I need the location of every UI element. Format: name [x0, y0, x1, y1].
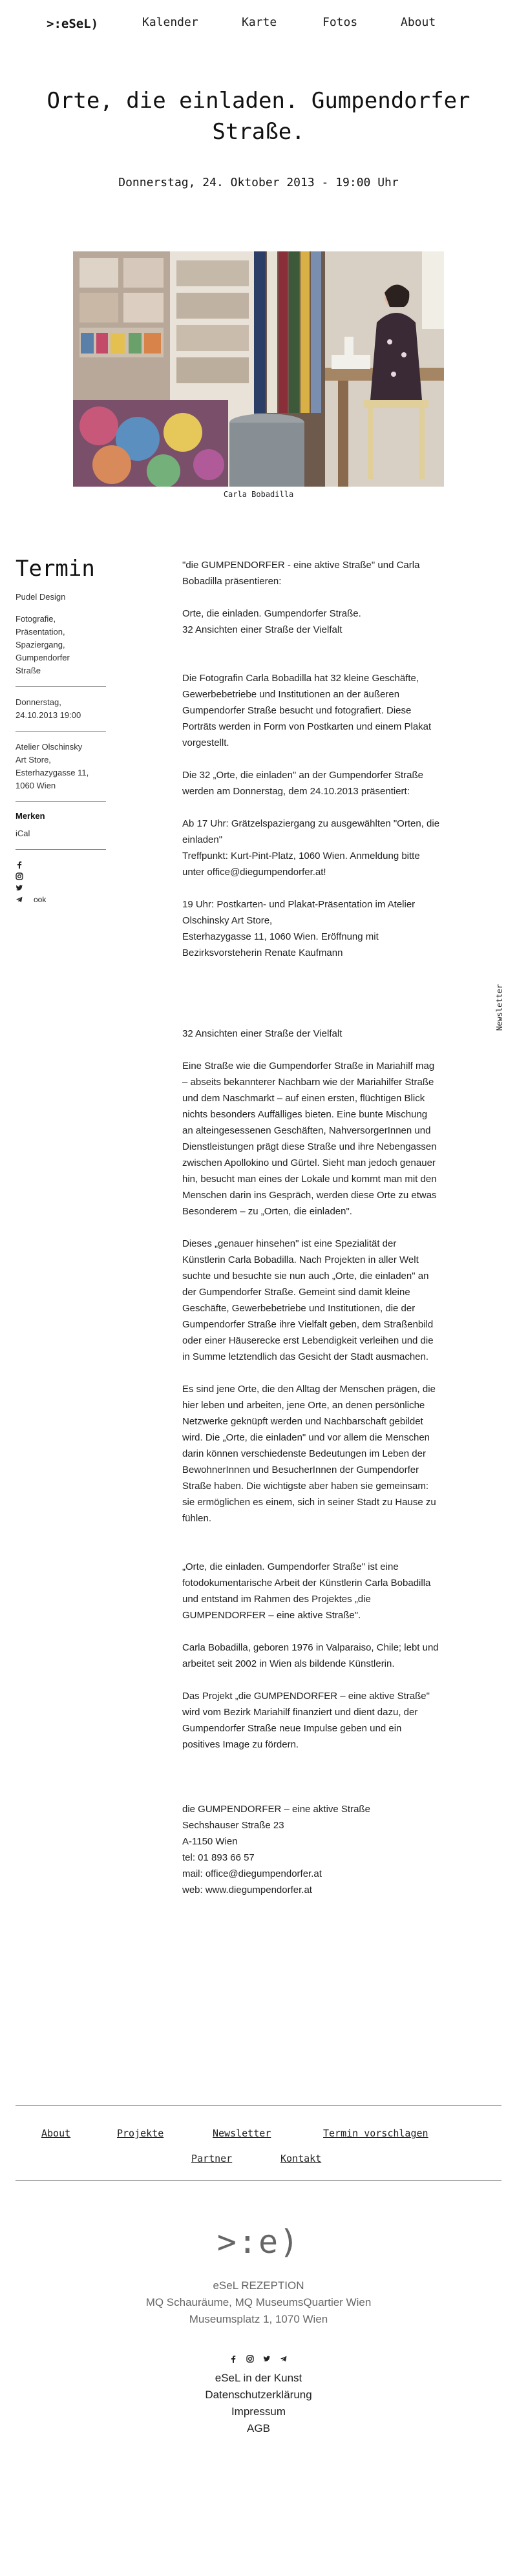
sidebar-heading: Termin — [16, 556, 95, 582]
nav-about[interactable]: About — [401, 16, 436, 29]
footer-address-line: MQ Schauräume, MQ MuseumsQuartier Wien — [145, 2296, 372, 2308]
page-title: Orte, die einladen. Gumpendorfer Straße. — [47, 88, 470, 145]
funding-paragraph: Das Projekt „die GUMPENDORFER – eine aktive Straße" wird vom Bezirk Mariahilf finanziert und dient dazu, der Gumpendorfer Straße neue Impulse geben und ein positives Image zu fördern. — [182, 1691, 430, 1750]
intro-paragraph: "die GUMPENDORFER - eine aktive Straße" und Carla Bobadilla präsentieren: — [182, 560, 420, 587]
section-heading: 32 Ansichten einer Straße der Vielfalt — [182, 1028, 343, 1039]
divider — [16, 801, 106, 802]
divider — [16, 731, 106, 732]
contact-email[interactable]: mail: office@diegumpendorfer.at — [182, 1868, 322, 1879]
contact-block: die GUMPENDORFER – eine aktive Straße Sechshauser Straße 23 A-1150 Wien tel: 01 893 66 57 mail: office@diegumpendorfer.at web: www.diegumpendorfer.at — [182, 1804, 370, 1895]
newsletter-tab-label: Newsletter — [495, 984, 504, 1031]
category-item[interactable]: Fotografie, — [16, 614, 56, 624]
merken-label: Merken — [16, 811, 45, 821]
categories — [16, 613, 106, 677]
presentation-paragraph: Die 32 „Orte, die einladen" an der Gumpendorfer Straße werden am Donnerstag, dem 24.10.2013 präsentiert: — [182, 770, 424, 797]
nav-kalender[interactable]: Kalender — [142, 16, 198, 29]
project-paragraph: „Orte, die einladen. Gumpendorfer Straße" ist eine fotodokumentarische Arbeit der Künstlerin Carla Bobadilla und entstand im Rahmen des Projektes „die GUMPENDORFER – eine aktive Straße". — [182, 1561, 431, 1621]
presentation-details-paragraph: 19 Uhr: Postkarten- und Plakat-Präsentation im Atelier Olschinsky Art Store, Esterhazygasse 11, 1060 Wien. Eröffnung mit Bezirksvorsteherin Renate Kaufmann — [182, 899, 416, 958]
site-logo[interactable]: >:eSeL) — [47, 17, 99, 31]
footer-link-newsletter[interactable]: Newsletter — [213, 2127, 271, 2139]
venue-line: Art Store, — [16, 755, 51, 765]
bio-paragraph: Carla Bobadilla, geboren 1976 in Valparaiso, Chile; lebt und arbeitet seit 2002 in Wien als bildende Künstlerin. — [182, 1642, 439, 1669]
category-item[interactable]: Spaziergang, — [16, 640, 65, 649]
share-telegram[interactable] — [16, 894, 106, 905]
walk-paragraph: Ab 17 Uhr: Grätzelspaziergang zu ausgewählten "Orten, die einladen" Treffpunkt: Kurt-Pint-Platz, 1060 Wien. Anmeldung bitte unter office@diegumpendorfer.at! — [182, 818, 440, 878]
artist-paragraph: Dieses „genauer hinsehen" ist eine Spezialität der Künstlerin Carla Bobadilla. Nach Projekten in aller Welt suchte und besuchte sie nun auch „Orte, die einladen" an der Gumpendorfer Straße. Gemeint sind damit kleine Geschäfte, Gewerbebetriebe und Institutionen, die der Gumpendorfer Straße ihre Vielfalt geben, dem Straßenbild oder einer Häuserecke erst Lebendigkeit verleihen und die in Summe letztendlich das Gesicht der Stadt ausmachen. — [182, 1238, 434, 1362]
event-datetime — [16, 696, 106, 722]
footer-social — [0, 2355, 517, 2363]
share-facebook[interactable] — [16, 859, 106, 871]
share-twitter[interactable] — [16, 882, 106, 894]
footer-link-termin[interactable]: Termin vorschlagen — [323, 2127, 428, 2139]
footer-link-agb[interactable]: AGB — [247, 2422, 270, 2434]
venue-line: Atelier Olschinsky — [16, 742, 83, 752]
category-item[interactable]: Gumpendorfer — [16, 653, 70, 662]
venue[interactable] — [16, 741, 106, 792]
description-paragraph: Die Fotografin Carla Bobadilla hat 32 kleine Geschäfte, Gewerbebetriebe und Institutionen an der äußeren Gumpendorfer Straße besucht und fotografiert. Diese Porträts werden in Form von Postkarten und einem Plakat vorgestellt. — [182, 673, 432, 748]
footer-link-partner[interactable]: Partner — [191, 2153, 233, 2164]
footer-logo[interactable]: >:e) — [216, 2223, 301, 2261]
venue-line: Esterhazygasse 11, — [16, 768, 89, 777]
instagram-icon — [16, 872, 23, 880]
footer-link-datenschutz[interactable]: Datenschutzerklärung — [205, 2389, 312, 2401]
street-paragraph: Eine Straße wie die Gumpendorfer Straße in Mariahilf mag – abseits bekannterer Nachbarn wie der Mariahilfer Straße und dem Naschmarkt – auf einen ersten, flüchtigen Blick nichts besonders Auffälliges bieten. Eine bunte Mischung an alteingesessenen Geschäften, NahversorgerInnen und Dienstleistungen prägt diese Straße und ihre Nebengassen zwischen Apollokino und Gürtel. Sieht man jedoch genauer hin, besucht man eines der Lokale und kommt man mit den Menschen darin ins Gespräch, werden diese Orte zu etwas Besonderem – zu „Orten, die einladen". — [182, 1061, 437, 1217]
places-paragraph: Es sind jene Orte, die den Alltag der Menschen prägen, die hier leben und arbeiten, jene Orte, an denen persönliche Netzwerke geknüpft werden und Nachbarschaft gebildet wird. Die „Orte, die einladen" und vor allem die Menschen darin können verschiedenste Bedeutungen im Leben der BewohnerInnen und BesucherInnen der Gumpendorfer Straße haben. Die wichtigste aber haben sie gemeinsam: sie ermöglichen es einem, sich in seiner Stadt zu Hause zu fühlen. — [182, 1384, 436, 1524]
facebook-icon — [16, 861, 23, 869]
instagram-icon[interactable] — [246, 2355, 254, 2363]
share-instagram[interactable] — [16, 871, 106, 882]
twitter-icon[interactable] — [263, 2355, 271, 2363]
facebook-icon[interactable] — [229, 2355, 237, 2363]
subtitle-paragraph: Orte, die einladen. Gumpendorfer Straße. 32 Ansichten einer Straße der Vielfalt — [182, 608, 361, 635]
contact-web[interactable]: web: www.diegumpendorfer.at — [182, 1884, 312, 1895]
nav-fotos[interactable]: Fotos — [322, 16, 358, 29]
venue-line: 1060 Wien — [16, 781, 56, 790]
divider — [16, 849, 106, 850]
footer-link-kunst[interactable]: eSeL in der Kunst — [215, 2372, 302, 2384]
footer-address-line: Museumsplatz 1, 1070 Wien — [189, 2313, 328, 2325]
footer-org-name: eSeL REZEPTION — [213, 2279, 304, 2292]
organizer[interactable]: Pudel Design — [16, 592, 66, 602]
category-item[interactable]: Straße — [16, 666, 41, 675]
event-date: Donnerstag, 24. Oktober 2013 - 19:00 Uhr — [118, 176, 399, 189]
date-line: Donnerstag, — [16, 697, 61, 707]
footer-link-about[interactable]: About — [41, 2127, 71, 2139]
divider — [16, 686, 106, 687]
telegram-icon — [16, 896, 23, 903]
footer-link-impressum[interactable]: Impressum — [231, 2405, 286, 2418]
event-description — [182, 557, 504, 1914]
footer-link-projekte[interactable]: Projekte — [117, 2127, 164, 2139]
nav-karte[interactable]: Karte — [242, 16, 277, 29]
telegram-icon[interactable] — [280, 2355, 288, 2363]
footer-link-kontakt[interactable]: Kontakt — [280, 2153, 322, 2164]
event-photo — [73, 251, 444, 487]
twitter-icon — [16, 884, 23, 892]
newsletter-tab[interactable] — [495, 953, 504, 1031]
ical-link[interactable]: iCal — [16, 829, 30, 838]
event-sidebar — [16, 556, 106, 905]
photo-caption: Carla Bobadilla — [223, 490, 294, 499]
facebook-label[interactable]: ook — [34, 895, 47, 904]
category-item[interactable]: Präsentation, — [16, 627, 65, 637]
top-navigation — [47, 14, 491, 34]
time-line: 24.10.2013 19:00 — [16, 710, 81, 720]
social-share — [16, 859, 106, 905]
